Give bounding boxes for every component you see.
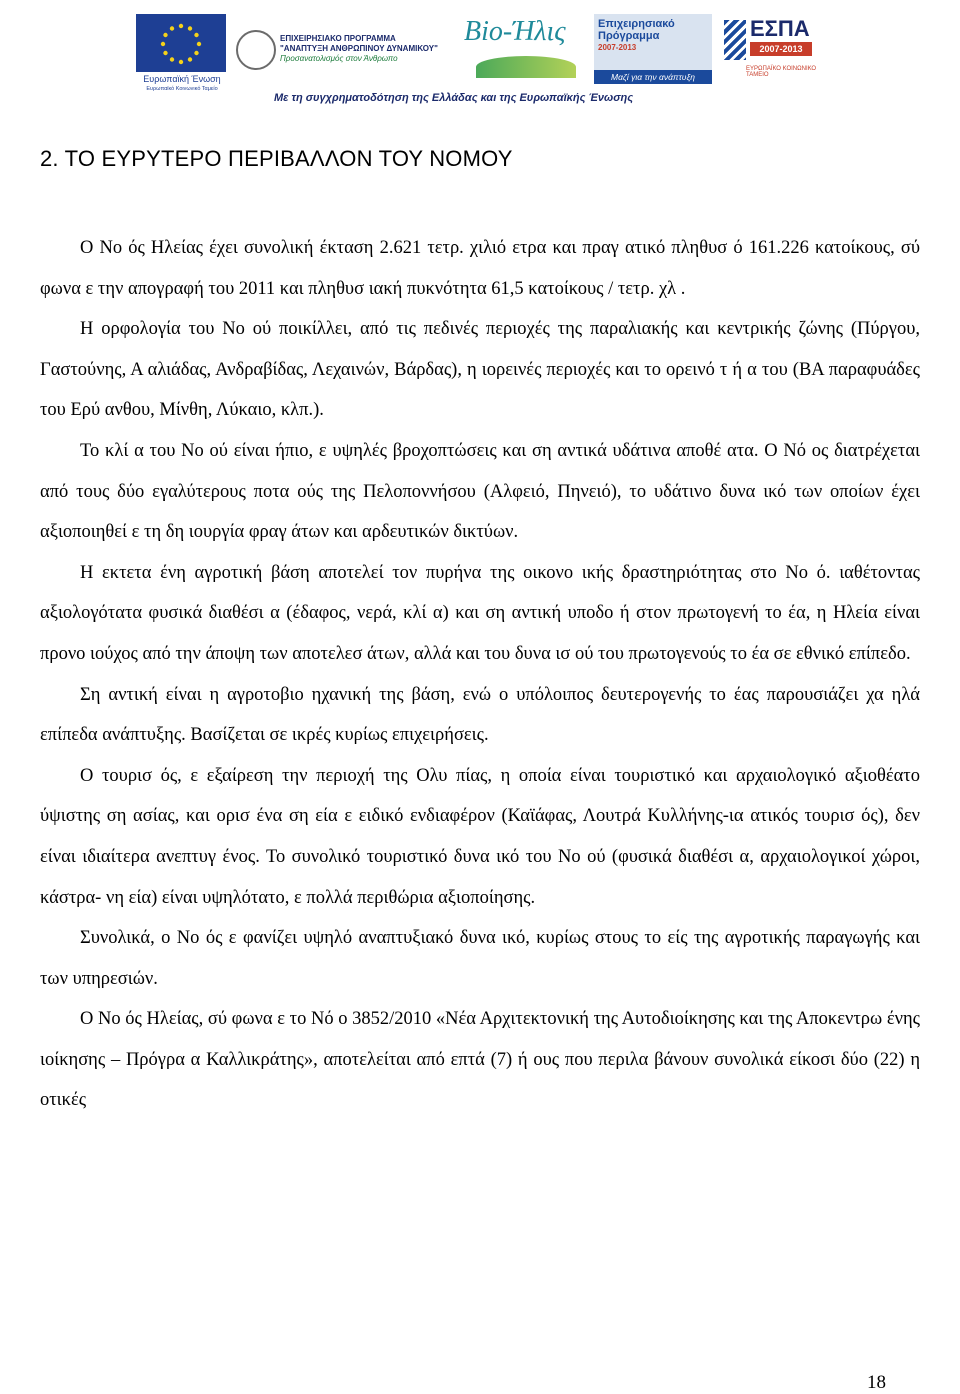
- paragraph: Ο Νο ός Ηλείας, σύ φωνα ε το Νό ο 3852/2010 «Νέα Αρχιτεκτονική της Αυτοδιοίκησης και της Αποκεντρω ένης ιοίκησης – Πρόγρα α Καλλικράτης», αποτελείται από επτά (7) ή ους που περιλα βάνουν συνολικά είκοσι δύο (22) η οτικές: [40, 1009, 920, 1111]
- page-number: 18: [867, 1372, 886, 1393]
- landscape-icon: [476, 56, 576, 78]
- paragraph: Ση αντική είναι η αγροτοβιο ηχανική της βάση, ενώ ο υπόλοιπος δευτερογενής το έας παρουσιάζει χα ηλά επίπεδα ανάπτυξης. Βασίζεται σε ικρές κυρίως επιχειρήσεις.: [40, 684, 920, 746]
- bio-ilis-logo: [460, 10, 592, 88]
- espa-fund: ΕΥΡΩΠΑΪΚΟ ΚΟΙΝΩΝΙΚΟ ΤΑΜΕΙΟ: [746, 66, 817, 78]
- espa-logo: [720, 10, 820, 88]
- body-text: [40, 228, 920, 1121]
- ep-years: 2007-2013: [598, 43, 637, 52]
- header-logo-strip: [132, 10, 818, 106]
- espa-stripes-icon: [724, 20, 746, 60]
- epan-logo: [232, 10, 462, 88]
- paragraph: Η ορφολογία του Νο ού ποικίλλει, από τις πεδινές περιοχές της παραλιακής και κεντρικής ζώνης (Πύργου, Γαστούνης, Α αλιάδας, Ανδραβίδας, Λεχαινών, Βάρδας), η ιορεινές περιοχές και το ορεινό τ ή α του (ΒΑ παραφυάδες του Ερύ ανθου, Μίνθη, Λύκαιο, κλπ.).: [40, 319, 920, 421]
- section-heading: 2. ΤΟ ΕΥΡΥΤΕΡΟ ΠΕΡΙΒΑΛΛΟΝ ΤΟΥ ΝΟΜΟΥ: [40, 146, 513, 171]
- espa-title: ΕΣΠΑ: [750, 16, 810, 41]
- paragraph: Το κλί α του Νο ού είναι ήπιο, ε υψηλές βροχοπτώσεις και ση αντικά υδάτινα αποθέ ατα. Ο Νό ος διατρέχεται από τους δύο εγαλύτερους ποτα ούς της Πελοποννήσου (Αλφειό, Πηνειό), το υδάτινο δυνα ικό των οποίων έχει αξιοποιηθεί ε τη δη ιουργία φραγ άτων και αρδευτικών δικτύων.: [40, 440, 920, 543]
- ep-title-1: Επιχειρησιακό: [598, 18, 675, 30]
- paragraph: Η εκτετα ένη αγροτική βάση αποτελεί τον πυρήνα της οικονο ικής δραστηριότητας στο Νο ό. ιαθέτοντας αξιολογότατα φυσικά διαθέσι α (έδαφος, νερά, κλί α) και ση αντική υποδο ή στον πρωτογενή το έα, η Ηλεία είναι προνο ιούχος από την άποψη των αποτελεσ άτων, αλλά και του δυνα ισ ού του πρωτογενούς το έα σε εθνικό επίπεδο.: [40, 562, 920, 664]
- paragraph: Ο Νο ός Ηλείας έχει συνολική έκταση 2.621 τετρ. χιλιό ετρα και πραγ ατικό πληθυσ ό 161.226 κατοίκους, σύ φωνα ε την απογραφή του 2011 και πληθυσ ιακή πυκνότητα 61,5 κατοίκους / τετρ. χλ .: [40, 238, 920, 299]
- espa-years: 2007-2013: [750, 42, 812, 56]
- compass-emblem-icon: [236, 30, 276, 70]
- epan-line-2: "ΑΝΑΠΤΥΞΗ ΑΝΘΡΩΠΙΝΟΥ ΔΥΝΑΜΙΚΟΥ": [280, 44, 438, 53]
- bio-ilis-wordmark: Bio-Ήλις: [464, 16, 566, 47]
- operational-programme-logo: [594, 10, 718, 88]
- epan-line-1: ΕΠΙΧΕΙΡΗΣΙΑΚΟ ΠΡΟΓΡΑΜΜΑ: [280, 34, 396, 43]
- eu-flag-icon: [136, 14, 226, 72]
- paragraph: Συνολικά, ο Νο ός ε φανίζει υψηλό αναπτυξιακό δυνα ικό, κυρίως στους το είς της αγροτικής παραγωγής και των υπηρεσιών.: [40, 928, 920, 989]
- ep-slogan: Μαζί για την ανάπτυξη: [594, 70, 712, 84]
- ep-title-2: Πρόγραμμα: [598, 30, 660, 42]
- cofunding-caption: Με τη συγχρηματοδότηση της Ελλάδας και της Ευρωπαϊκής Ένωσης: [274, 92, 634, 104]
- eu-label: Ευρωπαϊκή Ένωση: [143, 74, 221, 84]
- paragraph: Ο τουρισ ός, ε εξαίρεση την περιοχή της Ολυ πίας, η οποία είναι τουριστικό και αρχαιολογικό αξιοθέατο ύψιστης ση ασίας, και ορισ ένα ση εία ε ειδικό ενδιαφέρον (Καϊάφας, Λουτρά Κυλλήνης-ια ατικός τουρισ ός), δεν είναι ιδιαίτερα ανεπτυγ ένος. Το συνολικό τουριστικό δυνα ικό του Νο ού (φυσικά διαθέσι α, αρχαιολογικοί χώροι, κάστρα- νη εία) είναι υψηλότατο, ε πολλά περιθώρια αξιοποίησης.: [40, 765, 920, 908]
- eu-sublabel: Ευρωπαϊκό Κοινωνικό Ταμείο: [146, 86, 218, 92]
- epan-line-3: Προσανατολισμός στον Άνθρωπο: [280, 54, 398, 63]
- eu-logo: [132, 10, 232, 92]
